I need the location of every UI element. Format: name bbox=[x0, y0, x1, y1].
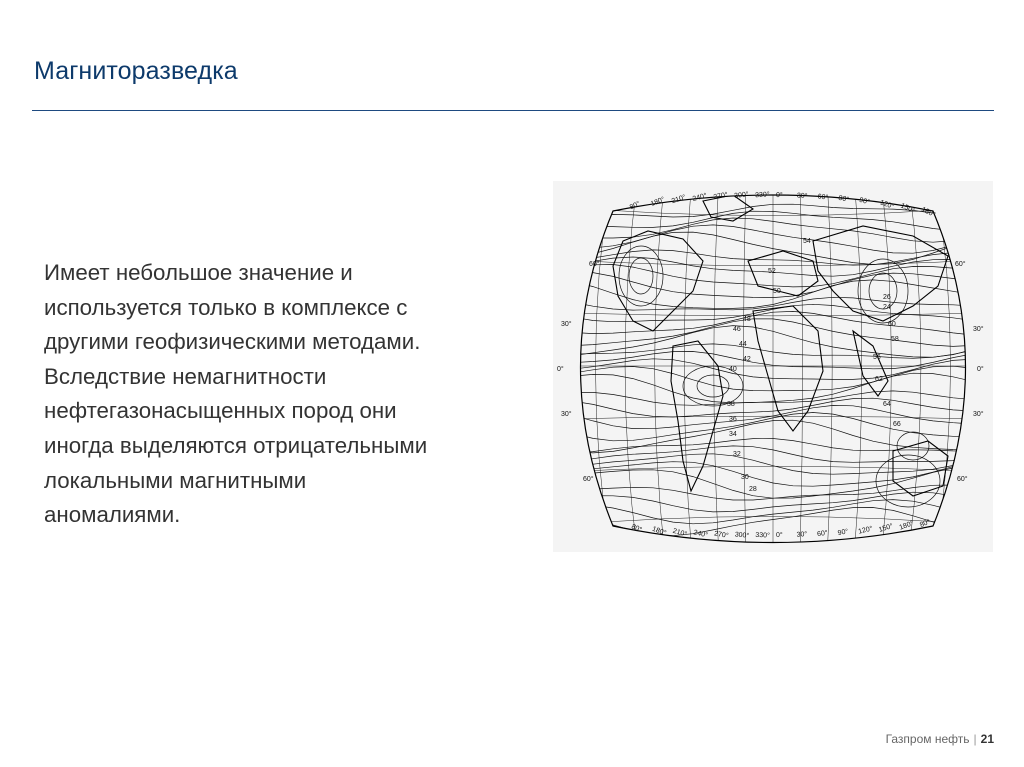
map-coordinate-label: 36 bbox=[729, 416, 737, 423]
map-coordinate-label: 120° bbox=[857, 525, 874, 536]
body-line: другими геофизическими методами. bbox=[44, 329, 421, 355]
map-coordinate-label: 60° bbox=[583, 476, 594, 483]
footer-separator: | bbox=[973, 732, 977, 746]
anomaly-contour bbox=[619, 246, 663, 306]
anomaly-contour bbox=[697, 375, 729, 397]
map-coordinate-label: 90° bbox=[858, 196, 871, 207]
map-coordinate-label: 270° bbox=[712, 191, 729, 202]
map-coordinate-label: 52 bbox=[768, 268, 776, 275]
map-coordinate-label: 30° bbox=[973, 411, 984, 418]
body-line: Имеет небольшое значение и bbox=[44, 260, 353, 285]
map-coordinate-label: 48 bbox=[743, 316, 751, 323]
map-coordinate-label: 150° bbox=[899, 202, 916, 215]
map-coordinate-label: 240° bbox=[692, 529, 709, 540]
footer-company: Газпром нефть bbox=[885, 732, 970, 746]
map-coordinate-label: 80° bbox=[628, 200, 642, 212]
footer bbox=[886, 732, 994, 746]
body-text bbox=[44, 256, 544, 533]
map-coordinate-label: 300° bbox=[734, 531, 750, 540]
map-coordinate-label: 0° bbox=[977, 366, 984, 373]
map-coordinate-label: 34 bbox=[729, 431, 737, 438]
map-coordinate-label: 26 bbox=[883, 294, 891, 301]
map-coordinate-label: 56 bbox=[873, 354, 881, 361]
body-line: иногда выделяются отрицательными bbox=[44, 432, 428, 458]
map-coordinate-label: 62 bbox=[875, 376, 883, 383]
body-line: нефтегазонасыщенных пород они bbox=[44, 398, 397, 424]
map-coordinate-label: 38 bbox=[727, 401, 735, 408]
map-coordinate-label: 30° bbox=[973, 326, 984, 333]
map-coordinate-label: 0° bbox=[775, 192, 783, 200]
map-coordinate-label: 60° bbox=[817, 193, 829, 202]
map-coordinate-label: 180° bbox=[920, 206, 937, 219]
map-coordinate-label: 64 bbox=[883, 401, 891, 408]
meridian-line bbox=[684, 181, 691, 552]
map-coordinate-label: 28 bbox=[749, 486, 757, 493]
map-coordinate-label: 60° bbox=[589, 261, 600, 268]
map-coordinate-label: 180° bbox=[649, 196, 666, 209]
meridian-line bbox=[655, 181, 665, 552]
map-coordinate-label: 180° bbox=[898, 520, 915, 532]
map-coordinate-label: 80° bbox=[918, 518, 932, 530]
map-coordinate-label: 30° bbox=[796, 531, 808, 539]
map-coordinate-label: 0° bbox=[775, 531, 783, 539]
map-coordinate-label: 330° bbox=[755, 531, 770, 540]
magnetic-field-map bbox=[553, 181, 993, 552]
map-coordinate-label: 330° bbox=[755, 191, 770, 200]
map-coordinate-label: 300° bbox=[733, 191, 750, 200]
map-coordinate-label: 50 bbox=[773, 288, 781, 295]
title-divider bbox=[32, 110, 994, 111]
map-coordinate-label: 46 bbox=[733, 326, 741, 333]
map-coordinate-label: 180° bbox=[651, 525, 668, 538]
map-coordinate-label: 120° bbox=[878, 199, 895, 211]
map-coordinate-label: 60° bbox=[957, 476, 968, 483]
slide-title: Магниторазведка bbox=[34, 57, 238, 85]
map-coordinate-label: 90° bbox=[837, 528, 849, 538]
body-line: аномалиями. bbox=[44, 502, 181, 528]
map-coordinate-label: 66 bbox=[893, 421, 901, 428]
map-coordinate-label: 0° bbox=[557, 366, 564, 373]
map-coordinate-label: 58 bbox=[891, 336, 899, 343]
continent-outline bbox=[748, 251, 818, 296]
map-coordinate-label: 60° bbox=[955, 261, 966, 268]
map-coordinate-label: 240° bbox=[691, 192, 708, 203]
map-coordinate-label: 24 bbox=[883, 304, 891, 311]
map-coordinate-label: 270° bbox=[713, 530, 729, 540]
page-number: 21 bbox=[980, 732, 994, 746]
map-coordinate-label: 150° bbox=[878, 522, 895, 534]
body-line: локальными магнитными bbox=[44, 467, 307, 493]
map-coordinate-label: 44 bbox=[739, 341, 747, 348]
meridian-line bbox=[743, 181, 745, 552]
map-coordinate-label: 30° bbox=[796, 192, 808, 201]
continent-outline bbox=[853, 331, 888, 396]
map-coordinate-label: 60° bbox=[816, 529, 829, 539]
body-line: используется только в комплексе с bbox=[44, 294, 408, 320]
map-coordinate-label: 60 bbox=[888, 321, 896, 328]
map-coordinate-label: 54 bbox=[803, 238, 811, 245]
map-coordinate-label: 32 bbox=[733, 451, 741, 458]
map-coordinate-label: 80° bbox=[630, 523, 643, 534]
map-coordinate-label: 42 bbox=[743, 356, 751, 363]
map-coordinate-label: 80° bbox=[837, 194, 850, 204]
map-coordinate-label: 210° bbox=[670, 194, 687, 206]
map-coordinate-label: 30 bbox=[741, 474, 749, 481]
body-line: Вследствие немагнитности bbox=[44, 363, 327, 389]
map-coordinate-label: 30° bbox=[561, 411, 572, 418]
map-coordinate-label: 40 bbox=[729, 366, 737, 373]
map-coordinate-label: 30° bbox=[561, 321, 572, 328]
continent-outline bbox=[613, 231, 703, 331]
map-coordinate-label: 210° bbox=[671, 527, 688, 539]
